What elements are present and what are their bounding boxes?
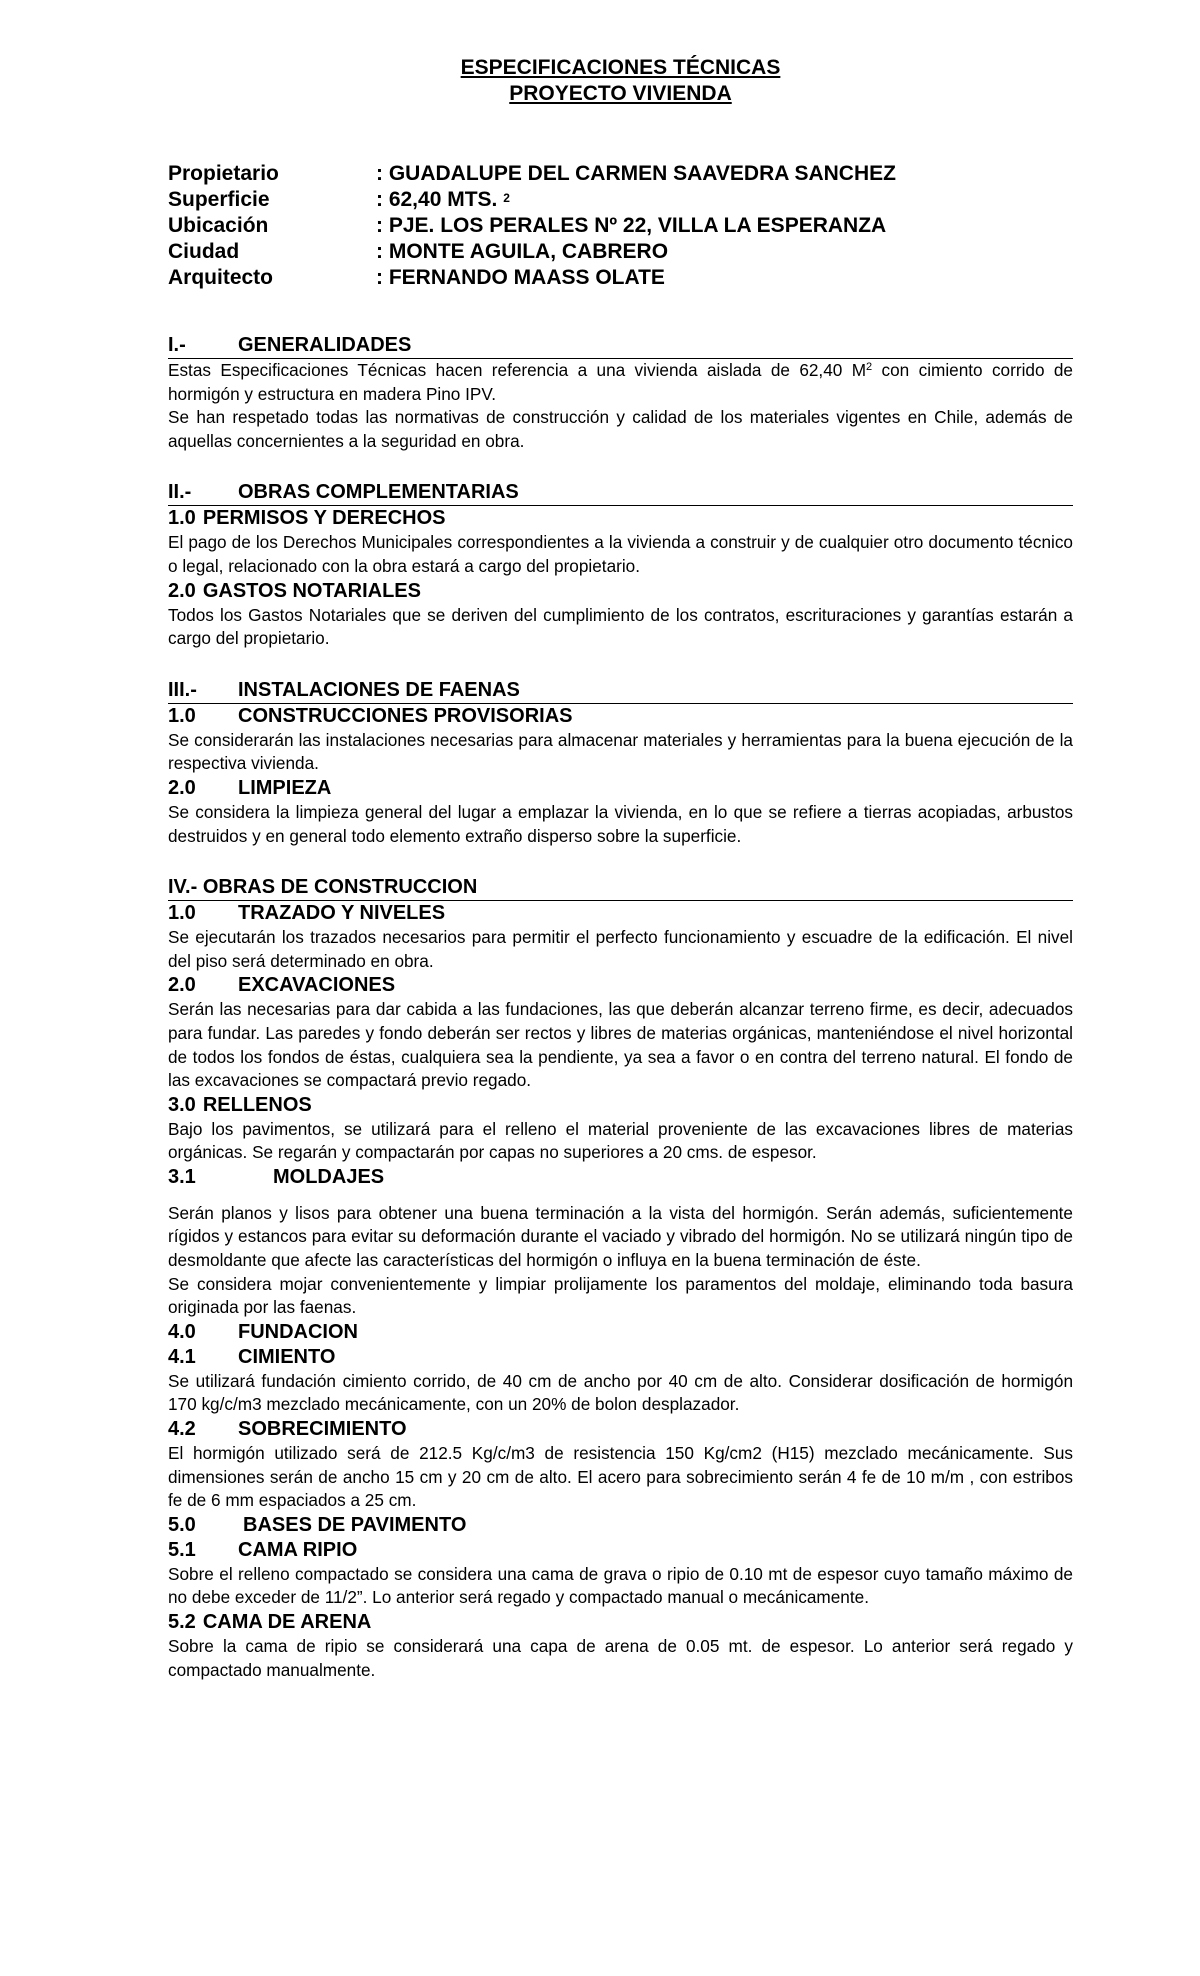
paragraph-text-a: Estas Especificaciones Técnicas hacen referencia a una vivienda aislada de 62,40 M — [168, 360, 867, 380]
title-line-1: ESPECIFICACIONES TÉCNICAS — [460, 56, 781, 79]
section-title: IV.- OBRAS DE CONSTRUCCION — [168, 876, 478, 899]
subsection-heading — [168, 973, 1073, 998]
subsection-title: CAMA DE ARENA — [202, 1611, 372, 1633]
document-content — [168, 55, 1073, 1682]
section-heading — [168, 480, 1073, 506]
subsection-heading — [168, 1345, 1073, 1370]
subsection-title: BASES DE PAVIMENTO — [243, 1513, 467, 1536]
paragraph: El hormigón utilizado será de 212.5 Kg/c/m3 de resistencia 150 Kg/cm2 (H15) mezclado mecánicamente. Sus dimensiones serán de ancho 15 cm y 20 cm de alto. El acero para sobrecimiento serán 4 fe de 10 m/m , con estribos fe de 6 mm espaciados a 25 cm. — [168, 1443, 1073, 1511]
subsection-number: 4.2 — [168, 1418, 196, 1441]
subsection-heading — [168, 1417, 1073, 1442]
subsection-number: 1.0 — [168, 902, 196, 925]
paragraph: El pago de los Derechos Municipales correspondientes a la vivienda a construir y de cualquier otro documento técnico o legal, relacionado con la obra estará a cargo del propietario. — [168, 532, 1073, 576]
paragraph: Serán planos y lisos para obtener una buena terminación a la vista del hormigón. Serán además, suficientemente rígidos y estancos para evitar su deformación durante el vaciado y vibrado del hormigón. No se utilizará ningún tipo de desmoldante que afecte las características del hormigón o influya en la buena terminación de éste. — [168, 1202, 1073, 1271]
subsection-heading — [168, 506, 1073, 531]
paragraph: Sobre la cama de ripio se considerará una capa de arena de 0.05 mt. de espesor. Lo anterior será regado y compactado manualmente. — [168, 1636, 1073, 1680]
subsection-title: GASTOS NOTARIALES — [202, 579, 421, 602]
paragraph: Se considerarán las instalaciones necesarias para almacenar materiales y herramientas para la buena ejecución de la respectiva vivienda. — [168, 729, 1073, 774]
subsection-heading — [168, 1610, 1073, 1635]
subsection-title: CONSTRUCCIONES PROVISORIAS — [238, 704, 573, 727]
subsection-heading — [168, 1538, 1073, 1563]
info-row-superficie — [168, 187, 1073, 213]
arquitecto-value: : FERNANDO MAASS OLATE — [376, 266, 665, 289]
section-title: INSTALACIONES DE FAENAS — [238, 678, 520, 701]
paragraph: Bajo los pavimentos, se utilizará para el relleno el material proveniente de las excavaciones libres de materias orgánicas. Se regarán y compactarán por capas no superiores a 20 cms. de espesor. — [168, 1118, 1073, 1163]
subsection-number: 1.0 — [168, 507, 196, 530]
subsection-heading — [168, 1093, 1073, 1118]
subsection-heading — [168, 704, 1073, 729]
paragraph: Serán las necesarias para dar cabida a las fundaciones, las que deberán alcanzar terreno firme, es decir, adecuados para fundar. Las paredes y fondo deberán ser rectos y libres de materias orgánicas, manteniéndose el nivel horizontal de todos los fondos de éstas, cualquiera sea la pendiente, ya sea a favor o en contra del terreno natural. El fondo de las excavaciones se compactará previo regado. — [168, 999, 1073, 1091]
section-heading — [168, 678, 1073, 704]
section-number: III.- — [168, 678, 197, 701]
section-title: OBRAS COMPLEMENTARIAS — [238, 481, 519, 504]
subsection-heading — [168, 776, 1073, 801]
title-line-2: PROYECTO VIVIENDA — [509, 82, 732, 105]
subsection-title: LIMPIEZA — [238, 776, 332, 799]
project-info — [168, 161, 1073, 291]
paragraph: Se ejecutarán los trazados necesarios para permitir el perfecto funcionamiento y escuadre de la edificación. El nivel del piso será determinado en obra. — [168, 927, 1073, 971]
paragraph: Se considera la limpieza general del lugar a emplazar la vivienda, en lo que se refiere a tierras acopiadas, arbustos destruidos y en general todo elemento extraño disperso sobre la superficie. — [168, 801, 1073, 846]
section-number: I.- — [168, 334, 186, 356]
info-row-arquitecto — [168, 265, 1073, 291]
subsection-title: CIMIENTO — [238, 1345, 336, 1368]
section-instalaciones-de-faenas — [168, 678, 1073, 848]
subsection-number: 5.0 — [168, 1513, 196, 1536]
superficie-value: : 62,40 MTS. — [376, 188, 498, 211]
section-obras-complementarias — [168, 480, 1073, 650]
subsection-number: 5.2 — [168, 1611, 196, 1633]
subsection-number: 4.1 — [168, 1345, 196, 1368]
ubicacion-label: Ubicación — [168, 214, 269, 237]
superficie-label: Superficie — [168, 188, 270, 211]
subsection-number: 5.1 — [168, 1538, 196, 1561]
subsection-number: 3.1 — [168, 1165, 196, 1188]
superscript: 2 — [866, 361, 873, 373]
paragraph: Se han respetado todas las normativas de construcción y calidad de los materiales vigentes en Chile, además de aquellas concernientes a la seguridad en obra. — [168, 407, 1073, 451]
subsection-number: 1.0 — [168, 704, 196, 727]
paragraph: Sobre el relleno compactado se considera una cama de grava o ripio de 0.10 mt de espesor cuyo tamaño máximo de no debe exceder de 11/2”. Lo anterior será regado y compactado manual o mecánicamente. — [168, 1563, 1073, 1608]
subsection-heading — [168, 1513, 1073, 1538]
document-title — [168, 55, 1073, 107]
subsection-title: MOLDAJES — [273, 1165, 385, 1188]
ciudad-value: : MONTE AGUILA, CABRERO — [376, 240, 669, 263]
subsection-number: 2.0 — [168, 579, 196, 602]
subsection-heading — [168, 1320, 1073, 1345]
subsection-title: PERMISOS Y DERECHOS — [202, 507, 446, 530]
subsection-number: 2.0 — [168, 974, 196, 997]
subsection-title: SOBRECIMIENTO — [238, 1418, 407, 1441]
section-heading — [168, 333, 1073, 359]
paragraph — [168, 359, 1073, 406]
arquitecto-label: Arquitecto — [168, 266, 273, 289]
section-obras-de-construccion — [168, 875, 1073, 1682]
info-row-ciudad — [168, 239, 1073, 265]
paragraph: Todos los Gastos Notariales que se deriven del cumplimiento de los contratos, escrituraciones y garantías estarán a cargo del propietario. — [168, 604, 1073, 649]
superficie-superscript: 2 — [503, 191, 510, 205]
subsection-title: RELLENOS — [202, 1093, 312, 1116]
subsection-heading — [168, 579, 1073, 604]
subsection-title: TRAZADO Y NIVELES — [238, 902, 446, 925]
subsection-number: 2.0 — [168, 776, 196, 799]
paragraph: Se utilizará fundación cimiento corrido, de 40 cm de ancho por 40 cm de alto. Considerar dosificación de hormigón 170 kg/c/m3 mezclado mecánicamente, con un 20% de bolon desplazador. — [168, 1370, 1073, 1415]
section-generalidades — [168, 333, 1073, 453]
subsection-number: 4.0 — [168, 1320, 196, 1343]
subsection-number: 3.0 — [168, 1093, 196, 1116]
subsection-heading — [168, 901, 1073, 926]
paragraph-text-b: con cimiento corrido de hormigón y estructura en madera Pino IPV. — [168, 360, 1073, 404]
info-row-propietario — [168, 161, 1073, 187]
propietario-label: Propietario — [168, 162, 279, 185]
section-heading — [168, 875, 1073, 901]
paragraph: Se considera mojar convenientemente y limpiar prolijamente los paramentos del moldaje, eliminando toda basura originada por las faenas. — [168, 1273, 1073, 1318]
section-title: GENERALIDADES — [238, 334, 412, 356]
superficie-value-wrap — [376, 187, 510, 213]
ubicacion-value: : PJE. LOS PERALES Nº 22, VILLA LA ESPERANZA — [376, 214, 887, 237]
info-row-ubicacion — [168, 213, 1073, 239]
subsection-title: EXCAVACIONES — [238, 974, 396, 997]
propietario-value: : GUADALUPE DEL CARMEN SAAVEDRA SANCHEZ — [376, 162, 896, 185]
ciudad-label: Ciudad — [168, 240, 240, 263]
subsection-title: FUNDACION — [238, 1320, 358, 1343]
subsection-title: CAMA RIPIO — [238, 1538, 358, 1561]
subsection-heading — [168, 1165, 1073, 1190]
section-number: II.- — [168, 481, 192, 504]
